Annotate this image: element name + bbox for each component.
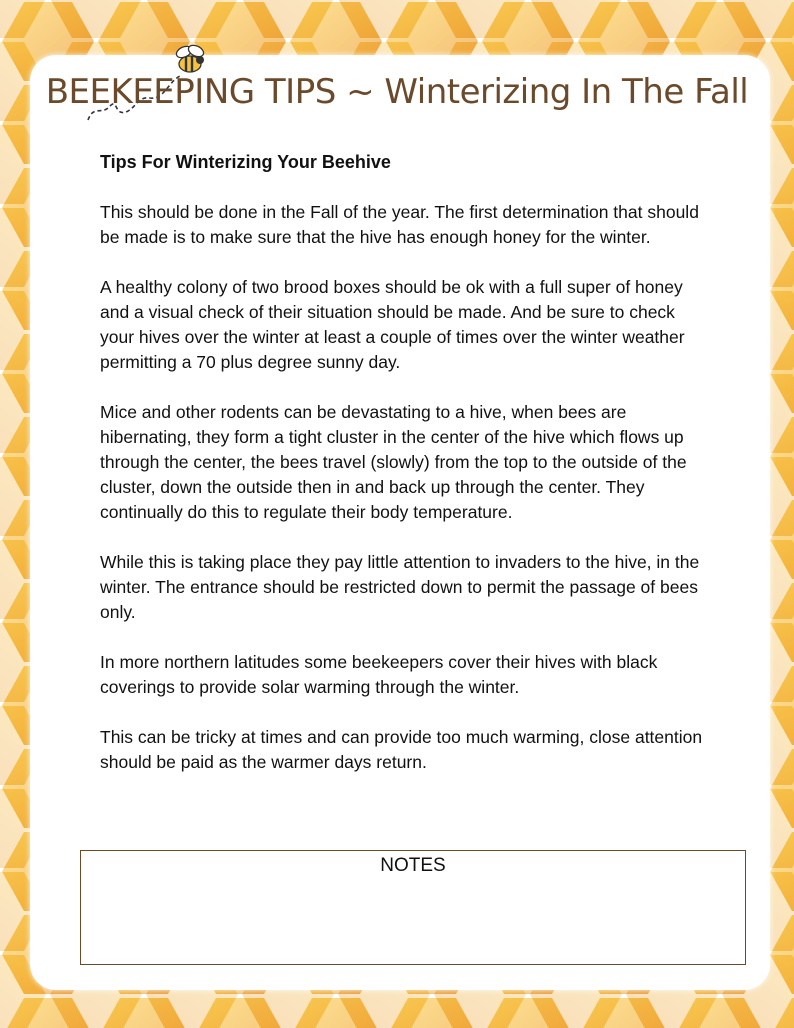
paragraph: Mice and other rodents can be devastating to a hive, when bees are hibernating, they form a tight cluster in the center of the hive which flows up through the center, the bees travel (slowly) from the top to the outside of the cluster, down the outside then in and back up through the center. They continually do this to regulate their body temperature. — [100, 402, 687, 522]
paragraph: While this is taking place they pay little attention to invaders to the hive, in the winter. The entrance should be restricted down to permit the passage of bees only. — [100, 552, 700, 622]
paragraph: This should be done in the Fall of the year. The first determination that should be made is to make sure that the hive has enough honey for the winter. — [100, 202, 699, 247]
article-body — [100, 150, 710, 800]
notes-label: NOTES — [380, 855, 446, 876]
paragraph: A healthy colony of two brood boxes should be ok with a full super of honey and a visual check of their situation should be made. And be sure to check your hives over the winter at least a couple of times over the winter weather permitting a 70 plus degree sunny day. — [100, 277, 685, 372]
paragraph: This can be tricky at times and can provide too much warming, close attention should be paid as the warmer days return. — [100, 727, 703, 772]
article-subtitle: Tips For Winterizing Your Beehive — [100, 152, 391, 172]
notes-box[interactable] — [80, 850, 746, 965]
page-title: BEEKEEPING TIPS ~ Winterizing In The Fall — [45, 72, 749, 112]
paragraph: In more northern latitudes some beekeepers cover their hives with black coverings to provide solar warming through the winter. — [100, 652, 658, 697]
